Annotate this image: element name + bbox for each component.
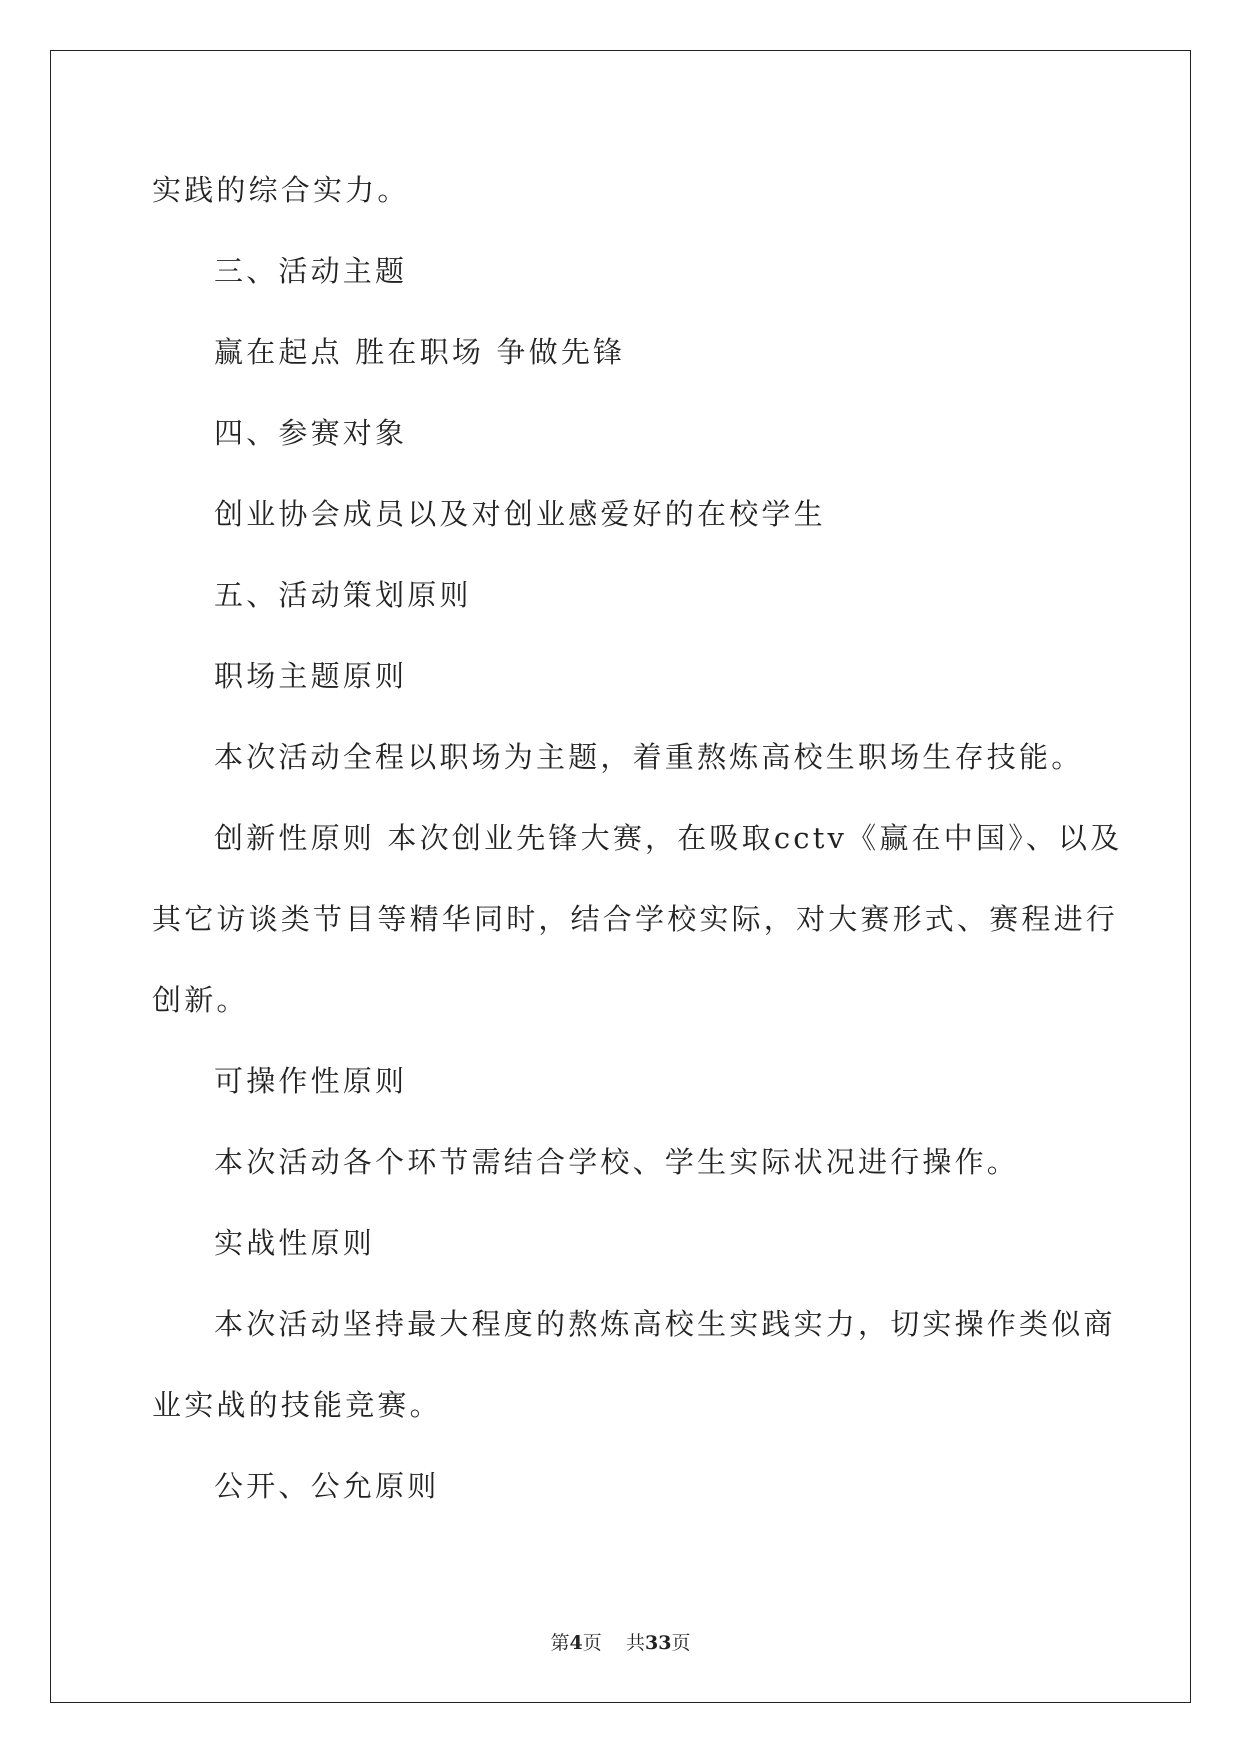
text-line-7: 职场主题原则 [214, 659, 408, 693]
footer-page-number: 4 [569, 1632, 583, 1654]
text-line-9: 创新性原则 本次创业先锋大赛，在吸取cctv《赢在中国》、以及 [214, 821, 1123, 855]
heading-participants: 四、参赛对象 [214, 416, 408, 450]
text-line-11: 创新。 [152, 983, 249, 1017]
text-line-14: 实战性原则 [214, 1226, 376, 1260]
footer-total-suffix: 页 [671, 1632, 691, 1654]
text-line-16: 业实战的技能竞赛。 [152, 1388, 442, 1422]
text-line-12: 可操作性原则 [214, 1064, 408, 1098]
text-line-1: 实践的综合实力。 [152, 173, 410, 207]
text-line-5: 创业协会成员以及对创业感爱好的在校学生 [214, 497, 826, 531]
footer-total-pages: 33 [644, 1632, 672, 1654]
text-line-13: 本次活动各个环节需结合学校、学生实际状况进行操作。 [214, 1145, 1020, 1179]
text-line-8: 本次活动全程以职场为主题，着重熬炼高校生职场生存技能。 [214, 740, 1084, 774]
footer-prefix: 第 [550, 1632, 570, 1654]
footer-page-suffix: 页 [582, 1632, 602, 1654]
heading-principles: 五、活动策划原则 [214, 578, 472, 612]
text-line-17: 公开、公允原则 [214, 1469, 440, 1503]
page-footer [0, 1628, 1241, 1655]
page-border [50, 50, 1191, 1703]
footer-total-prefix: 共 [625, 1632, 645, 1654]
heading-activity-theme: 三、活动主题 [214, 254, 408, 288]
text-line-3: 赢在起点 胜在职场 争做先锋 [214, 335, 626, 369]
text-line-15: 本次活动坚持最大程度的熬炼高校生实践实力，切实操作类似商 [214, 1307, 1116, 1341]
text-line-10: 其它访谈类节目等精华同时，结合学校实际，对大赛形式、赛程进行 [152, 902, 1119, 936]
